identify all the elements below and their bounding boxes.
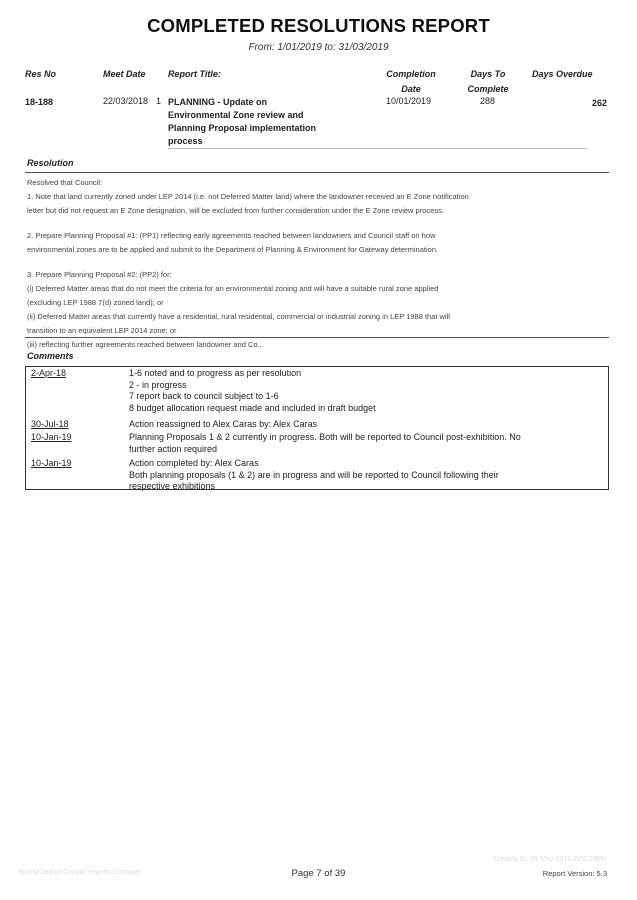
col-completion-line2: Date: [401, 84, 421, 94]
comment-text: [129, 458, 599, 493]
comment-line: 8 budget allocation request made and included in draft budget: [129, 402, 376, 413]
col-completion: [378, 69, 444, 94]
resolution-line: 1. Note that land currently zoned under LEP 2014 (i.e. not Deferred Matter land) where the landowner received an E Zone notification: [27, 192, 469, 201]
meet-date-value: 22/03/2018: [103, 96, 149, 106]
comment-line: further action required: [129, 443, 218, 454]
report-title-line: PLANNING - Update on: [168, 97, 267, 107]
res-no-value: 18-188: [25, 97, 54, 107]
comment-line: Planning Proposals 1 & 2 currently in progress. Both will be reported to Council post-exhibition. No: [129, 432, 521, 442]
resolution-line: transition to an equivalent LEP 2014 zone; or: [27, 326, 177, 335]
completion-date-value: 10/01/2019: [386, 96, 432, 106]
comment-date: 30-Jul-18: [31, 419, 69, 429]
comment-date: 10-Jan-19: [31, 432, 72, 442]
item-number: 1: [156, 96, 162, 106]
col-days-overdue: Days Overdue: [532, 69, 593, 79]
resolution-line: letter but did not request an E Zone designation, will be excluded from further consideration under the E Zone review process.: [27, 206, 444, 215]
row-divider: [168, 148, 588, 149]
comment-text: [129, 419, 599, 431]
resolution-line: (i) Deferred Matter areas that do not meet the criteria for an environmental zoning and will have a suitable rural zone applied: [27, 284, 439, 293]
resolution-line: Resolved that Council:: [27, 178, 103, 187]
report-title-value: [168, 96, 353, 148]
comment-text: [129, 432, 599, 455]
resolution-end-divider: [25, 337, 609, 338]
report-title: COMPLETED RESOLUTIONS REPORT: [147, 15, 490, 36]
report-title-line: process: [168, 136, 203, 146]
footer-source: SunnyCouncil Crystal Reports Compiler: [18, 869, 142, 876]
resolution-line: (excluding LEP 1988 7(d) zoned land); or: [27, 298, 164, 307]
days-to-complete-value: 288: [480, 96, 496, 106]
report-title-line: Planning Proposal implementation: [168, 123, 317, 133]
report-version: Report Version: 5.3: [542, 869, 607, 878]
col-meet-date: Meet Date: [103, 69, 146, 79]
page-number: Page 7 of 39: [291, 868, 346, 879]
footer-created: Created At: 09-May-2019 2:02:29PM: [492, 856, 607, 863]
comment-text: [129, 368, 599, 414]
report-date-range: From: 1/01/2019 to: 31/03/2019: [248, 42, 389, 53]
resolution-line: (ii) Deferred Matter areas that currently have a residential, rural residential, commercial or industrial zoning in LEP 1988 that will: [27, 312, 450, 321]
comment-line: Action reassigned to Alex Caras by: Alex Caras: [129, 419, 318, 429]
comment-line: Both planning proposals (1 & 2) are in progress and will be reported to Council following their: [129, 469, 499, 480]
col-completion-line1: Completion: [386, 69, 436, 79]
comment-line: 2 - in progress: [129, 379, 187, 390]
comment-date: 2-Apr-18: [31, 368, 67, 378]
resolution-line: (iii) reflecting further agreements reached between landowner and Co...: [27, 340, 264, 349]
comment-line: Action completed by: Alex Caras: [129, 458, 259, 468]
col-report-title: Report Title:: [168, 69, 221, 79]
resolution-line: environmental zones are to be applied and submit to the Department of Planning & Environment for Gateway determination.: [27, 245, 439, 254]
comment-date: 10-Jan-19: [31, 458, 72, 468]
col-days-to-line2: Complete: [467, 84, 509, 94]
resolution-divider: [25, 172, 609, 173]
comments-label: Comments: [27, 351, 74, 361]
col-days-to-line1: Days To: [470, 69, 506, 79]
resolution-text: [27, 176, 607, 352]
comment-line: 7 report back to council subject to 1-6: [129, 391, 279, 401]
resolution-line: 2. Prepare Planning Proposal #1: (PP1) reflecting early agreements reached between landowners and Council staff on how: [27, 231, 436, 240]
col-days-to: [457, 69, 519, 94]
resolution-label: Resolution: [27, 158, 74, 168]
col-res-no: Res No: [25, 69, 57, 79]
days-overdue-value: 262: [592, 98, 608, 108]
comment-line: 1-6 noted and to progress as per resolution: [129, 368, 302, 378]
resolution-line: 3. Prepare Planning Proposal #2: (PP2) for:: [27, 270, 172, 279]
report-title-line: Environmental Zone review and: [168, 110, 304, 120]
comments-box: [25, 366, 609, 490]
comment-line: respective exhibitions: [129, 481, 216, 491]
